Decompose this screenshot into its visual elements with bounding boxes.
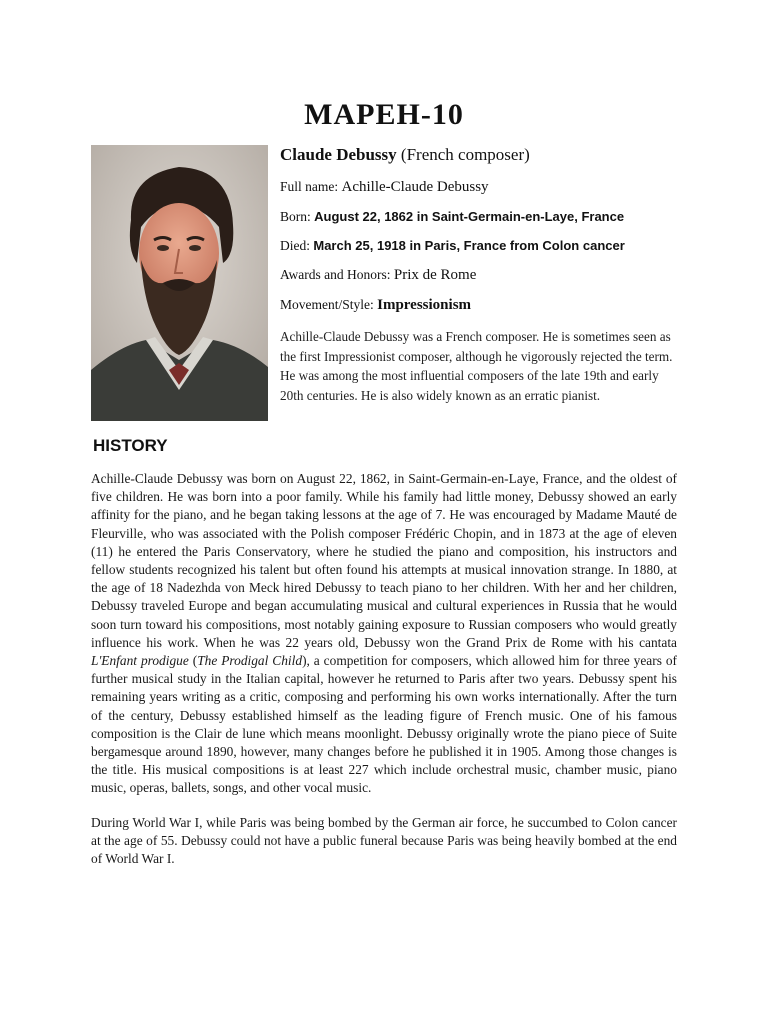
movement-label: Movement/Style:	[280, 297, 378, 312]
died-value: March 25, 1918 in Paris, France from Colon cancer	[313, 238, 625, 253]
history-paragraph-1	[91, 470, 677, 798]
composer-descriptor: (French composer)	[396, 145, 530, 164]
cantata-title: L'Enfant prodigue	[91, 653, 189, 669]
movement-value: Impressionism	[377, 297, 472, 313]
portrait-photo	[91, 145, 268, 421]
full-name-value: Achille-Claude Debussy	[341, 179, 489, 195]
history-p1-text-b: (	[188, 653, 198, 669]
awards-row	[280, 267, 680, 284]
history-p1-text-c: ), a competition for composers, which allowed him for three years of further musical study in the Italian capital, however he returned to Paris after two years. Debussy spent his remaining years writing as a critic, composing and performing his own works internationally. After the turn of the century, Debussy established himself as the leading figure of French music. One of his famous composition is the Clair de lune which means moonlight. Debussy originally wrote the piano piece of Suite bergamesque around 1890, however, many changes before he published it in 1905. Among those changes is the title. His musical compositions is at least 227 which include orchestral music, chamber music, piano music, operas, ballets, songs, and other vocal music.	[91, 653, 677, 796]
history-body	[91, 470, 677, 884]
born-value: August 22, 1862 in Saint-Germain-en-Laye, France	[314, 209, 625, 224]
awards-value: Prix de Rome	[393, 267, 477, 283]
born-row	[280, 209, 680, 225]
portrait-illustration	[91, 145, 268, 421]
composer-name: Claude Debussy	[280, 145, 397, 164]
full-name-label: Full name:	[280, 179, 342, 194]
history-paragraph-2: During World War I, while Paris was being bombed by the German air force, he succumbed to Colon cancer at the age of 55. Debussy could not have a public funeral because Paris was being heavily bombed at the end of World War I.	[91, 814, 677, 867]
full-name-row	[280, 179, 680, 196]
intro-paragraph: Achille-Claude Debussy was a French composer. He is sometimes seen as the first Impressionist composer, although he vigorously rejected the term. He was among the most influential composers of the late 19th and early 20th centuries. He is also widely known as an erratic pianist.	[280, 329, 673, 403]
died-row	[280, 238, 680, 254]
movement-row	[280, 297, 680, 314]
composer-heading	[280, 145, 680, 165]
cantata-translation: The Prodigal Child	[197, 653, 303, 669]
history-p1-text-a: Achille-Claude Debussy was born on August 22, 1862, in Saint-Germain-en-Laye, France, and the oldest of five children. He was born into a poor family. While his family had little money, Debussy showed an early affinity for the piano, and he began taking lessons at the age of 7. He was encouraged by Madame Mauté de Fleurville, who was associated with the Polish composer Frédéric Chopin, and in 1873 at the age of eleven (11) he entered the Paris Conservatory, where he studied the piano and composition, his instructors and fellow students recognized his talent but often found his attempts at musical innovation strange. In 1880, at the age of 18 Nadezhda von Meck hired Debussy to teach piano to her children. With her and her children, Debussy traveled Europe and began accumulating musical and cultural experiences in Russia that he would soon turn toward his compositions, most notably gaining exposure to Russian composers who would greatly influence his work. When he was 22 years old, Debussy won the Grand Prix de Rome with his cantata	[91, 471, 677, 650]
awards-label: Awards and Honors:	[280, 267, 394, 282]
born-label: Born:	[280, 209, 315, 224]
page-title: MAPEH-10	[304, 98, 464, 131]
profile-section	[280, 145, 680, 405]
history-heading: HISTORY	[93, 436, 168, 455]
died-label: Died:	[280, 238, 314, 253]
